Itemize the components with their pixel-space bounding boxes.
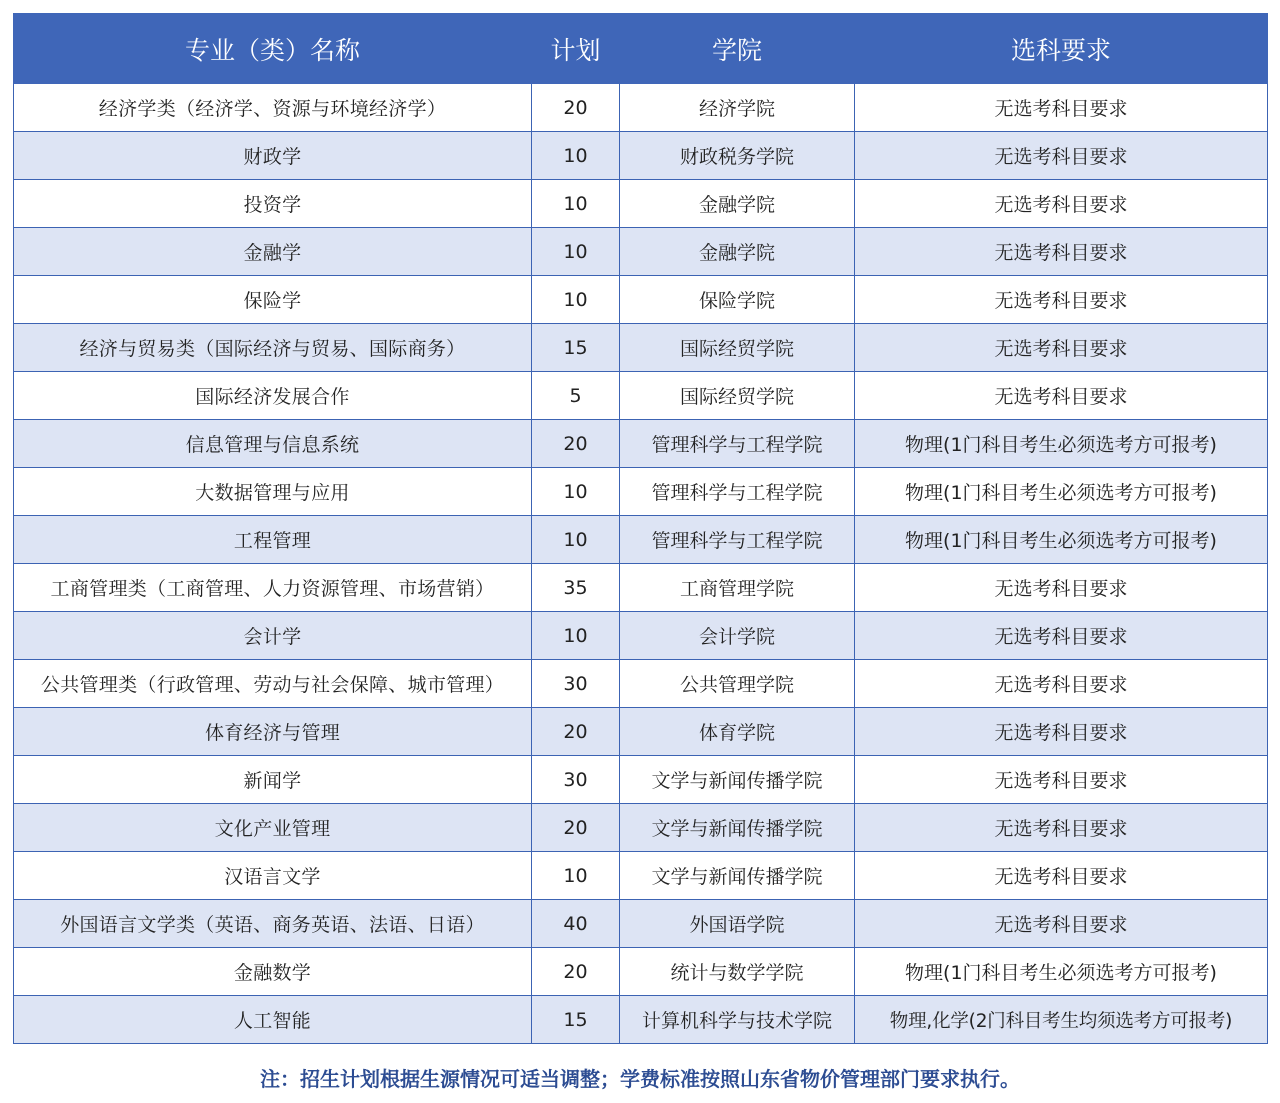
table-row — [14, 420, 1268, 468]
major-name-cell: 金融学 — [14, 228, 532, 276]
subject-requirement-cell: 无选考科目要求 — [855, 900, 1268, 948]
table-row — [14, 132, 1268, 180]
major-name-cell: 人工智能 — [14, 996, 532, 1044]
subject-requirement-cell: 无选考科目要求 — [855, 84, 1268, 132]
major-name-cell: 工商管理类（工商管理、人力资源管理、市场营销） — [14, 564, 532, 612]
plan-count-cell: 10 — [532, 612, 620, 660]
major-name-cell: 文化产业管理 — [14, 804, 532, 852]
header-college: 学院 — [620, 14, 855, 84]
plan-count-cell: 30 — [532, 660, 620, 708]
table-row — [14, 756, 1268, 804]
table-row — [14, 612, 1268, 660]
major-name-cell: 大数据管理与应用 — [14, 468, 532, 516]
subject-requirement-cell: 物理(1门科目考生必须选考方可报考) — [855, 420, 1268, 468]
college-cell: 金融学院 — [620, 228, 855, 276]
major-name-cell: 外国语言文学类（英语、商务英语、法语、日语） — [14, 900, 532, 948]
subject-requirement-cell: 无选考科目要求 — [855, 132, 1268, 180]
subject-requirement-cell: 无选考科目要求 — [855, 324, 1268, 372]
college-cell: 国际经贸学院 — [620, 324, 855, 372]
plan-count-cell: 10 — [532, 180, 620, 228]
table-body — [14, 84, 1268, 1044]
subject-requirement-cell: 物理(1门科目考生必须选考方可报考) — [855, 516, 1268, 564]
major-name-cell: 会计学 — [14, 612, 532, 660]
major-name-cell: 工程管理 — [14, 516, 532, 564]
subject-requirement-cell: 无选考科目要求 — [855, 180, 1268, 228]
table-header — [14, 14, 1268, 84]
college-cell: 会计学院 — [620, 612, 855, 660]
plan-count-cell: 10 — [532, 852, 620, 900]
major-name-cell: 国际经济发展合作 — [14, 372, 532, 420]
table-row — [14, 948, 1268, 996]
table-row — [14, 324, 1268, 372]
plan-count-cell: 10 — [532, 228, 620, 276]
plan-count-cell: 20 — [532, 708, 620, 756]
college-cell: 体育学院 — [620, 708, 855, 756]
subject-requirement-cell: 物理(1门科目考生必须选考方可报考) — [855, 468, 1268, 516]
college-cell: 统计与数学学院 — [620, 948, 855, 996]
plan-count-cell: 20 — [532, 84, 620, 132]
major-name-cell: 保险学 — [14, 276, 532, 324]
footnote: 注：招生计划根据生源情况可适当调整；学费标准按照山东省物价管理部门要求执行。 — [260, 1067, 1020, 1091]
subject-requirement-cell: 无选考科目要求 — [855, 708, 1268, 756]
major-name-cell: 新闻学 — [14, 756, 532, 804]
header-subject-requirement: 选科要求 — [855, 14, 1268, 84]
major-name-cell: 经济与贸易类（国际经济与贸易、国际商务） — [14, 324, 532, 372]
header-major-name: 专业（类）名称 — [14, 14, 532, 84]
plan-count-cell: 10 — [532, 516, 620, 564]
table-row — [14, 996, 1268, 1044]
table-row — [14, 276, 1268, 324]
college-cell: 文学与新闻传播学院 — [620, 852, 855, 900]
subject-requirement-cell: 无选考科目要求 — [855, 228, 1268, 276]
major-name-cell: 信息管理与信息系统 — [14, 420, 532, 468]
major-name-cell: 公共管理类（行政管理、劳动与社会保障、城市管理） — [14, 660, 532, 708]
major-name-cell: 财政学 — [14, 132, 532, 180]
plan-count-cell: 40 — [532, 900, 620, 948]
subject-requirement-cell: 无选考科目要求 — [855, 612, 1268, 660]
table-row — [14, 180, 1268, 228]
college-cell: 公共管理学院 — [620, 660, 855, 708]
table-row — [14, 516, 1268, 564]
plan-count-cell: 35 — [532, 564, 620, 612]
college-cell: 财政税务学院 — [620, 132, 855, 180]
subject-requirement-cell: 无选考科目要求 — [855, 756, 1268, 804]
college-cell: 文学与新闻传播学院 — [620, 804, 855, 852]
plan-count-cell: 10 — [532, 468, 620, 516]
header-plan: 计划 — [532, 14, 620, 84]
plan-count-cell: 15 — [532, 996, 620, 1044]
college-cell: 金融学院 — [620, 180, 855, 228]
plan-count-cell: 15 — [532, 324, 620, 372]
table-row — [14, 804, 1268, 852]
college-cell: 管理科学与工程学院 — [620, 468, 855, 516]
major-name-cell: 汉语言文学 — [14, 852, 532, 900]
college-cell: 国际经贸学院 — [620, 372, 855, 420]
table-row — [14, 228, 1268, 276]
subject-requirement-cell: 无选考科目要求 — [855, 372, 1268, 420]
college-cell: 经济学院 — [620, 84, 855, 132]
table-row — [14, 468, 1268, 516]
table-row — [14, 372, 1268, 420]
table-row — [14, 708, 1268, 756]
subject-requirement-cell: 无选考科目要求 — [855, 852, 1268, 900]
major-name-cell: 投资学 — [14, 180, 532, 228]
table-row — [14, 900, 1268, 948]
subject-requirement-cell: 物理(1门科目考生必须选考方可报考) — [855, 948, 1268, 996]
table-row — [14, 564, 1268, 612]
plan-count-cell: 5 — [532, 372, 620, 420]
college-cell: 管理科学与工程学院 — [620, 420, 855, 468]
college-cell: 外国语学院 — [620, 900, 855, 948]
plan-count-cell: 10 — [532, 276, 620, 324]
subject-requirement-cell: 无选考科目要求 — [855, 564, 1268, 612]
plan-count-cell: 20 — [532, 948, 620, 996]
plan-count-cell: 10 — [532, 132, 620, 180]
plan-count-cell: 20 — [532, 804, 620, 852]
major-name-cell: 体育经济与管理 — [14, 708, 532, 756]
table-row — [14, 852, 1268, 900]
plan-count-cell: 20 — [532, 420, 620, 468]
plan-count-cell: 30 — [532, 756, 620, 804]
subject-requirement-cell: 无选考科目要求 — [855, 804, 1268, 852]
subject-requirement-cell: 无选考科目要求 — [855, 276, 1268, 324]
college-cell: 管理科学与工程学院 — [620, 516, 855, 564]
major-name-cell: 金融数学 — [14, 948, 532, 996]
college-cell: 文学与新闻传播学院 — [620, 756, 855, 804]
table-row — [14, 660, 1268, 708]
subject-requirement-cell: 无选考科目要求 — [855, 660, 1268, 708]
college-cell: 计算机科学与技术学院 — [620, 996, 855, 1044]
header-row — [14, 14, 1268, 84]
college-cell: 工商管理学院 — [620, 564, 855, 612]
major-name-cell: 经济学类（经济学、资源与环境经济学） — [14, 84, 532, 132]
subject-requirement-cell: 物理,化学(2门科目考生均须选考方可报考) — [855, 996, 1268, 1044]
enrollment-plan-table — [13, 13, 1268, 1044]
table-row — [14, 84, 1268, 132]
college-cell: 保险学院 — [620, 276, 855, 324]
